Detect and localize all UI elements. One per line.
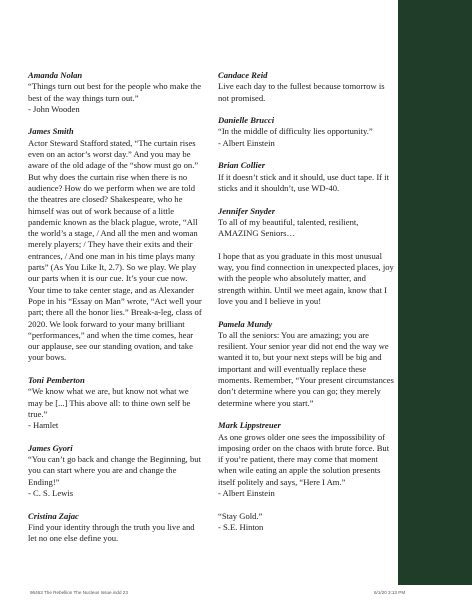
entry xyxy=(218,319,394,409)
entry xyxy=(28,443,204,499)
contributor-name: Candace Reid xyxy=(218,70,268,80)
message-text: “We know what we are, but know not what we may be [...] This above all: to thine own self be true.” - Hamlet xyxy=(28,386,191,431)
message-text: To all the seniors: You are amazing; you are resilient. Your senior year did not end the way we wanted it to, but your next steps will be big and important and will eventually replace these moments. Remember, “Your present circumstances don’t determine where you can go; they merely determine where you start.” xyxy=(218,329,394,408)
contributor-name: Toni Pemberton xyxy=(28,375,85,386)
message-text: As one grows older one sees the impossibility of imposing order on the chaos with brute force. But if you’re patient, there may come that moment when wile eating an apple the solution presents itself politely and says, “Here I Am.” - Albert Einstein xyxy=(218,431,390,498)
contributor-name: Jennifer Snyder xyxy=(218,205,276,216)
entry xyxy=(28,511,204,545)
contributor-name: Amanda Nolan xyxy=(28,70,83,80)
contributor-name: Pamela Mundy xyxy=(218,318,273,329)
contributor-name: James Smith xyxy=(28,126,74,137)
entry xyxy=(218,70,394,104)
message-text: “Stay Gold.” - S.E. Hinton xyxy=(218,510,264,532)
message-text: If it doesn’t stick and it should, use duct tape. If it sticks and it shouldn’t, use WD-40. xyxy=(218,171,389,193)
message-text: “In the middle of difficulty lies opportunity.” - Albert Einstein xyxy=(218,126,373,148)
message-text: “You can’t go back and change the Beginning, but you can start where you are and change the Ending!” - C. S. Lewis xyxy=(28,454,201,498)
message-text: Actor Steward Stafford stated, “The curtain rises even on an actor’s worst day.” And you may be aware of the old adage of the “show must go on.” But why does the curtain rise when there is no audience? How do we perform when we are told the theatres are closed? Shakespeare, who he himself was out of work because of a little pandemic known as the black plague, wrote, “All the world’s a stage, / And all the men and woman merely players; / They have their exits and their entrances, / And one man in his time plays many parts” (As You Like It, 2.7). So we play. We play our parts when it is our cue. It’s your cue now. Your time to take center stage, and as Alexander Pope in his “Essay on Man” wrote, “Act well your part; there all the honor lies.” Break-a-leg, class of 2020. We look forward to your many brilliant “performances,” and when the time comes, hear our applause, see our standing ovation, and take your bows. xyxy=(28,137,202,363)
entry xyxy=(218,115,394,149)
entry xyxy=(28,375,204,431)
entry xyxy=(28,126,204,363)
message-text: I hope that as you graduate in this most unusual way, you find connection in unexpected places, joy with the people who absolutely matter, and strength within. Until we meet again, know that I love you and I believe in you! xyxy=(218,250,394,306)
footer-timestamp: 6/1/20 3:13 PM xyxy=(374,590,406,595)
message-text: To all of my beautiful, talented, resilient, AMAZING Seniors… xyxy=(218,216,359,239)
right-column xyxy=(218,70,394,544)
left-column xyxy=(28,70,204,556)
green-side-band xyxy=(398,0,472,585)
message-text: Live each day to the fullest because tomorrow is not promised. xyxy=(218,81,385,103)
paragraph-gap xyxy=(218,239,394,250)
contributor-name: Brian Collier xyxy=(218,160,266,171)
message-text: Find your identity through the truth you live and let no one else define you. xyxy=(28,521,195,544)
contributor-name: Cristina Zajac xyxy=(28,510,79,521)
contributor-name: James Gyori xyxy=(28,442,73,453)
contributor-name: Danielle Brucci xyxy=(218,115,275,126)
entry xyxy=(218,206,394,308)
contributor-name: Mark Lippstreuer xyxy=(218,420,281,431)
footer-file-label: 96463 The Rebellion The Nucleus Issue.indd 23 xyxy=(30,590,128,595)
entry xyxy=(218,160,394,194)
paragraph-gap xyxy=(218,499,394,510)
entry xyxy=(28,70,204,115)
print-footer xyxy=(0,588,472,600)
message-text: “Things turn out best for the people who make the best of the way things turn out.” - John Wooden xyxy=(28,81,202,114)
entry xyxy=(218,420,394,533)
